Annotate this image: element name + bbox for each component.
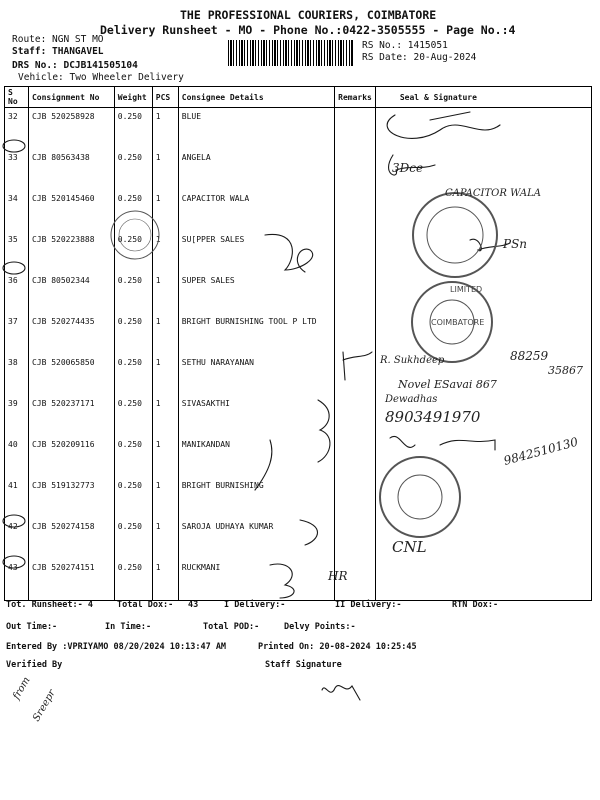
stamp-text: CAPACITOR WALA bbox=[445, 188, 541, 199]
handwritten-note: PSn bbox=[503, 237, 528, 251]
out-time: Out Time:- bbox=[6, 622, 58, 632]
handwritten-note: HR bbox=[328, 569, 348, 583]
col-seal-signature: Seal & Signature bbox=[375, 87, 591, 108]
stamp-text: COIMBATORE bbox=[431, 318, 485, 327]
sno: 41 bbox=[5, 477, 29, 518]
pcs: 1 bbox=[152, 354, 178, 395]
signature-scribble bbox=[270, 520, 318, 598]
consignment-no: CJB 520209116 bbox=[28, 436, 114, 477]
sno-circle-mark bbox=[3, 515, 25, 527]
sno: 32 bbox=[5, 108, 29, 150]
tot-runsheet: Tot. Runsheet:- 4 bbox=[6, 600, 93, 610]
signature-scribble bbox=[390, 436, 495, 450]
signature-scribble bbox=[255, 440, 272, 490]
consignment-no: CJB 520223888 bbox=[28, 231, 114, 272]
consignee: BRIGHT BURNISHING bbox=[178, 477, 334, 518]
weight: 0.250 bbox=[114, 354, 152, 395]
rs-number: RS No.: 1415051 bbox=[362, 40, 448, 51]
sno: 34 bbox=[5, 190, 29, 231]
handwritten-note: Dewadhas bbox=[385, 394, 438, 405]
i-delivery: I Delivery:- bbox=[224, 600, 286, 610]
weight: 0.250 bbox=[114, 559, 152, 601]
weight: 0.250 bbox=[114, 518, 152, 559]
consignee: SUPER SALES bbox=[178, 272, 334, 313]
vehicle-label: Vehicle: Two Wheeler Delivery bbox=[18, 72, 184, 83]
sno-circle-mark bbox=[3, 262, 25, 274]
coimbatore-stamp bbox=[412, 282, 492, 362]
sno-circle-mark bbox=[3, 556, 25, 568]
col-sno: S No bbox=[5, 87, 29, 108]
staff-signature-label: Staff Signature bbox=[265, 660, 342, 670]
col-consignment: Consignment No bbox=[28, 87, 114, 108]
stamp-text: LIMITED bbox=[450, 285, 483, 294]
remarks-mark bbox=[343, 352, 372, 380]
consignment-no: CJB 520145460 bbox=[28, 190, 114, 231]
runsheet-subtitle: Delivery Runsheet - MO - Phone No.:0422-3505555 - Page No.:4 bbox=[100, 23, 516, 37]
pcs: 1 bbox=[152, 272, 178, 313]
consignee: ANGELA bbox=[178, 149, 334, 190]
consignment-no: CJB 520237171 bbox=[28, 395, 114, 436]
pcs: 1 bbox=[152, 190, 178, 231]
company-title: THE PROFESSIONAL COURIERS, COIMBATORE bbox=[180, 8, 437, 22]
pcs: 1 bbox=[152, 559, 178, 601]
staff-signature-scribble bbox=[322, 686, 360, 700]
sno: 38 bbox=[5, 354, 29, 395]
consignee: BLUE bbox=[178, 108, 334, 150]
signature-scribble bbox=[387, 112, 500, 138]
rtn-dox: RTN Dox:- bbox=[452, 600, 499, 610]
signature-scribble bbox=[265, 234, 313, 272]
handwritten-note: Novel ESavai 867 bbox=[398, 378, 497, 391]
handwritten-note: 9842510130 bbox=[502, 434, 580, 468]
consignment-no: CJB 80502344 bbox=[28, 272, 114, 313]
consignment-no: CJB 520258928 bbox=[28, 108, 114, 150]
weight: 0.250 bbox=[114, 477, 152, 518]
verified-signature: Sreepr bbox=[31, 687, 58, 724]
sno: 40 bbox=[5, 436, 29, 477]
handwritten-note: 88259 bbox=[510, 349, 549, 363]
consignment-no: CJB 520274158 bbox=[28, 518, 114, 559]
in-time: In Time:- bbox=[105, 622, 152, 632]
delvy-points: Delvy Points:- bbox=[284, 622, 356, 632]
weight: 0.250 bbox=[114, 190, 152, 231]
consignment-no: CJB 520274151 bbox=[28, 559, 114, 601]
weight: 0.250 bbox=[114, 395, 152, 436]
pcs: 1 bbox=[152, 518, 178, 559]
printed-on: Printed On: 20-08-2024 10:25:45 bbox=[258, 642, 417, 652]
weight: 0.250 bbox=[114, 272, 152, 313]
consignee: BRIGHT BURNISHING TOOL P LTD bbox=[178, 313, 334, 354]
sno: 39 bbox=[5, 395, 29, 436]
consignee: MANIKANDAN bbox=[178, 436, 334, 477]
consignment-no: CJB 520065850 bbox=[28, 354, 114, 395]
pcs: 1 bbox=[152, 231, 178, 272]
total-dox-label: Total Dox:- bbox=[117, 600, 174, 610]
drs-number: DRS No.: DCJB141505104 bbox=[12, 60, 138, 71]
weight: 0.250 bbox=[114, 149, 152, 190]
pcs: 1 bbox=[152, 108, 178, 150]
consignment-no: CJB 519132773 bbox=[28, 477, 114, 518]
sno-circle-mark bbox=[3, 140, 25, 152]
sno: 33 bbox=[5, 149, 29, 190]
verified-signature: from bbox=[11, 675, 33, 702]
pcs: 1 bbox=[152, 477, 178, 518]
staff-label: Staff: THANGAVEL bbox=[12, 46, 104, 57]
consignee: SAROJA UDHAYA KUMAR bbox=[178, 518, 334, 559]
company-seal-stamp bbox=[111, 211, 159, 259]
total-pod: Total POD:- bbox=[203, 622, 260, 632]
consignment-no: CJB 520274435 bbox=[28, 313, 114, 354]
col-remarks: Remarks bbox=[335, 87, 376, 108]
sno: 35 bbox=[5, 231, 29, 272]
handwritten-note: 35867 bbox=[548, 364, 583, 377]
signature-scribble bbox=[318, 400, 330, 462]
col-pcs: PCS bbox=[152, 87, 178, 108]
handwritten-note: 8903491970 bbox=[385, 408, 481, 426]
pcs: 1 bbox=[152, 436, 178, 477]
pcs: 1 bbox=[152, 395, 178, 436]
sno: 43 bbox=[5, 559, 29, 601]
handwritten-note: 3Dce bbox=[392, 161, 424, 175]
ii-delivery: II Delivery:- bbox=[335, 600, 402, 610]
weight: 0.250 bbox=[114, 231, 152, 272]
sno: 36 bbox=[5, 272, 29, 313]
weight: 0.250 bbox=[114, 436, 152, 477]
total-dox-value: 43 bbox=[188, 600, 199, 610]
consignment-no: CJB 80563438 bbox=[28, 149, 114, 190]
weight: 0.250 bbox=[114, 313, 152, 354]
sno: 42 bbox=[5, 518, 29, 559]
consignee: CAPACITOR WALA bbox=[178, 190, 334, 231]
consignee: SIVASAKTHI bbox=[178, 395, 334, 436]
capacitor-wala-stamp bbox=[413, 188, 541, 277]
rs-date: RS Date: 20-Aug-2024 bbox=[362, 52, 477, 63]
consignee: SU[PPER SALES bbox=[178, 231, 334, 272]
col-consignee: Consignee Details bbox=[178, 87, 334, 108]
sno: 37 bbox=[5, 313, 29, 354]
pcs: 1 bbox=[152, 313, 178, 354]
weight: 0.250 bbox=[114, 108, 152, 150]
verified-by: Verified By bbox=[6, 660, 63, 670]
pcs: 1 bbox=[152, 149, 178, 190]
entered-by: Entered By :VPRIYAMO 08/20/2024 10:13:47 AM bbox=[6, 642, 227, 652]
route-label: Route: NGN ST MO bbox=[12, 34, 104, 45]
consignee: SETHU NARAYANAN bbox=[178, 354, 334, 395]
handwritten-note: CNL bbox=[392, 538, 427, 556]
bottom-company-stamp bbox=[380, 457, 460, 537]
consignee: RUCKMANI bbox=[178, 559, 334, 601]
col-weight: Weight bbox=[114, 87, 152, 108]
handwritten-note: R. Sukhdeep bbox=[380, 355, 445, 366]
